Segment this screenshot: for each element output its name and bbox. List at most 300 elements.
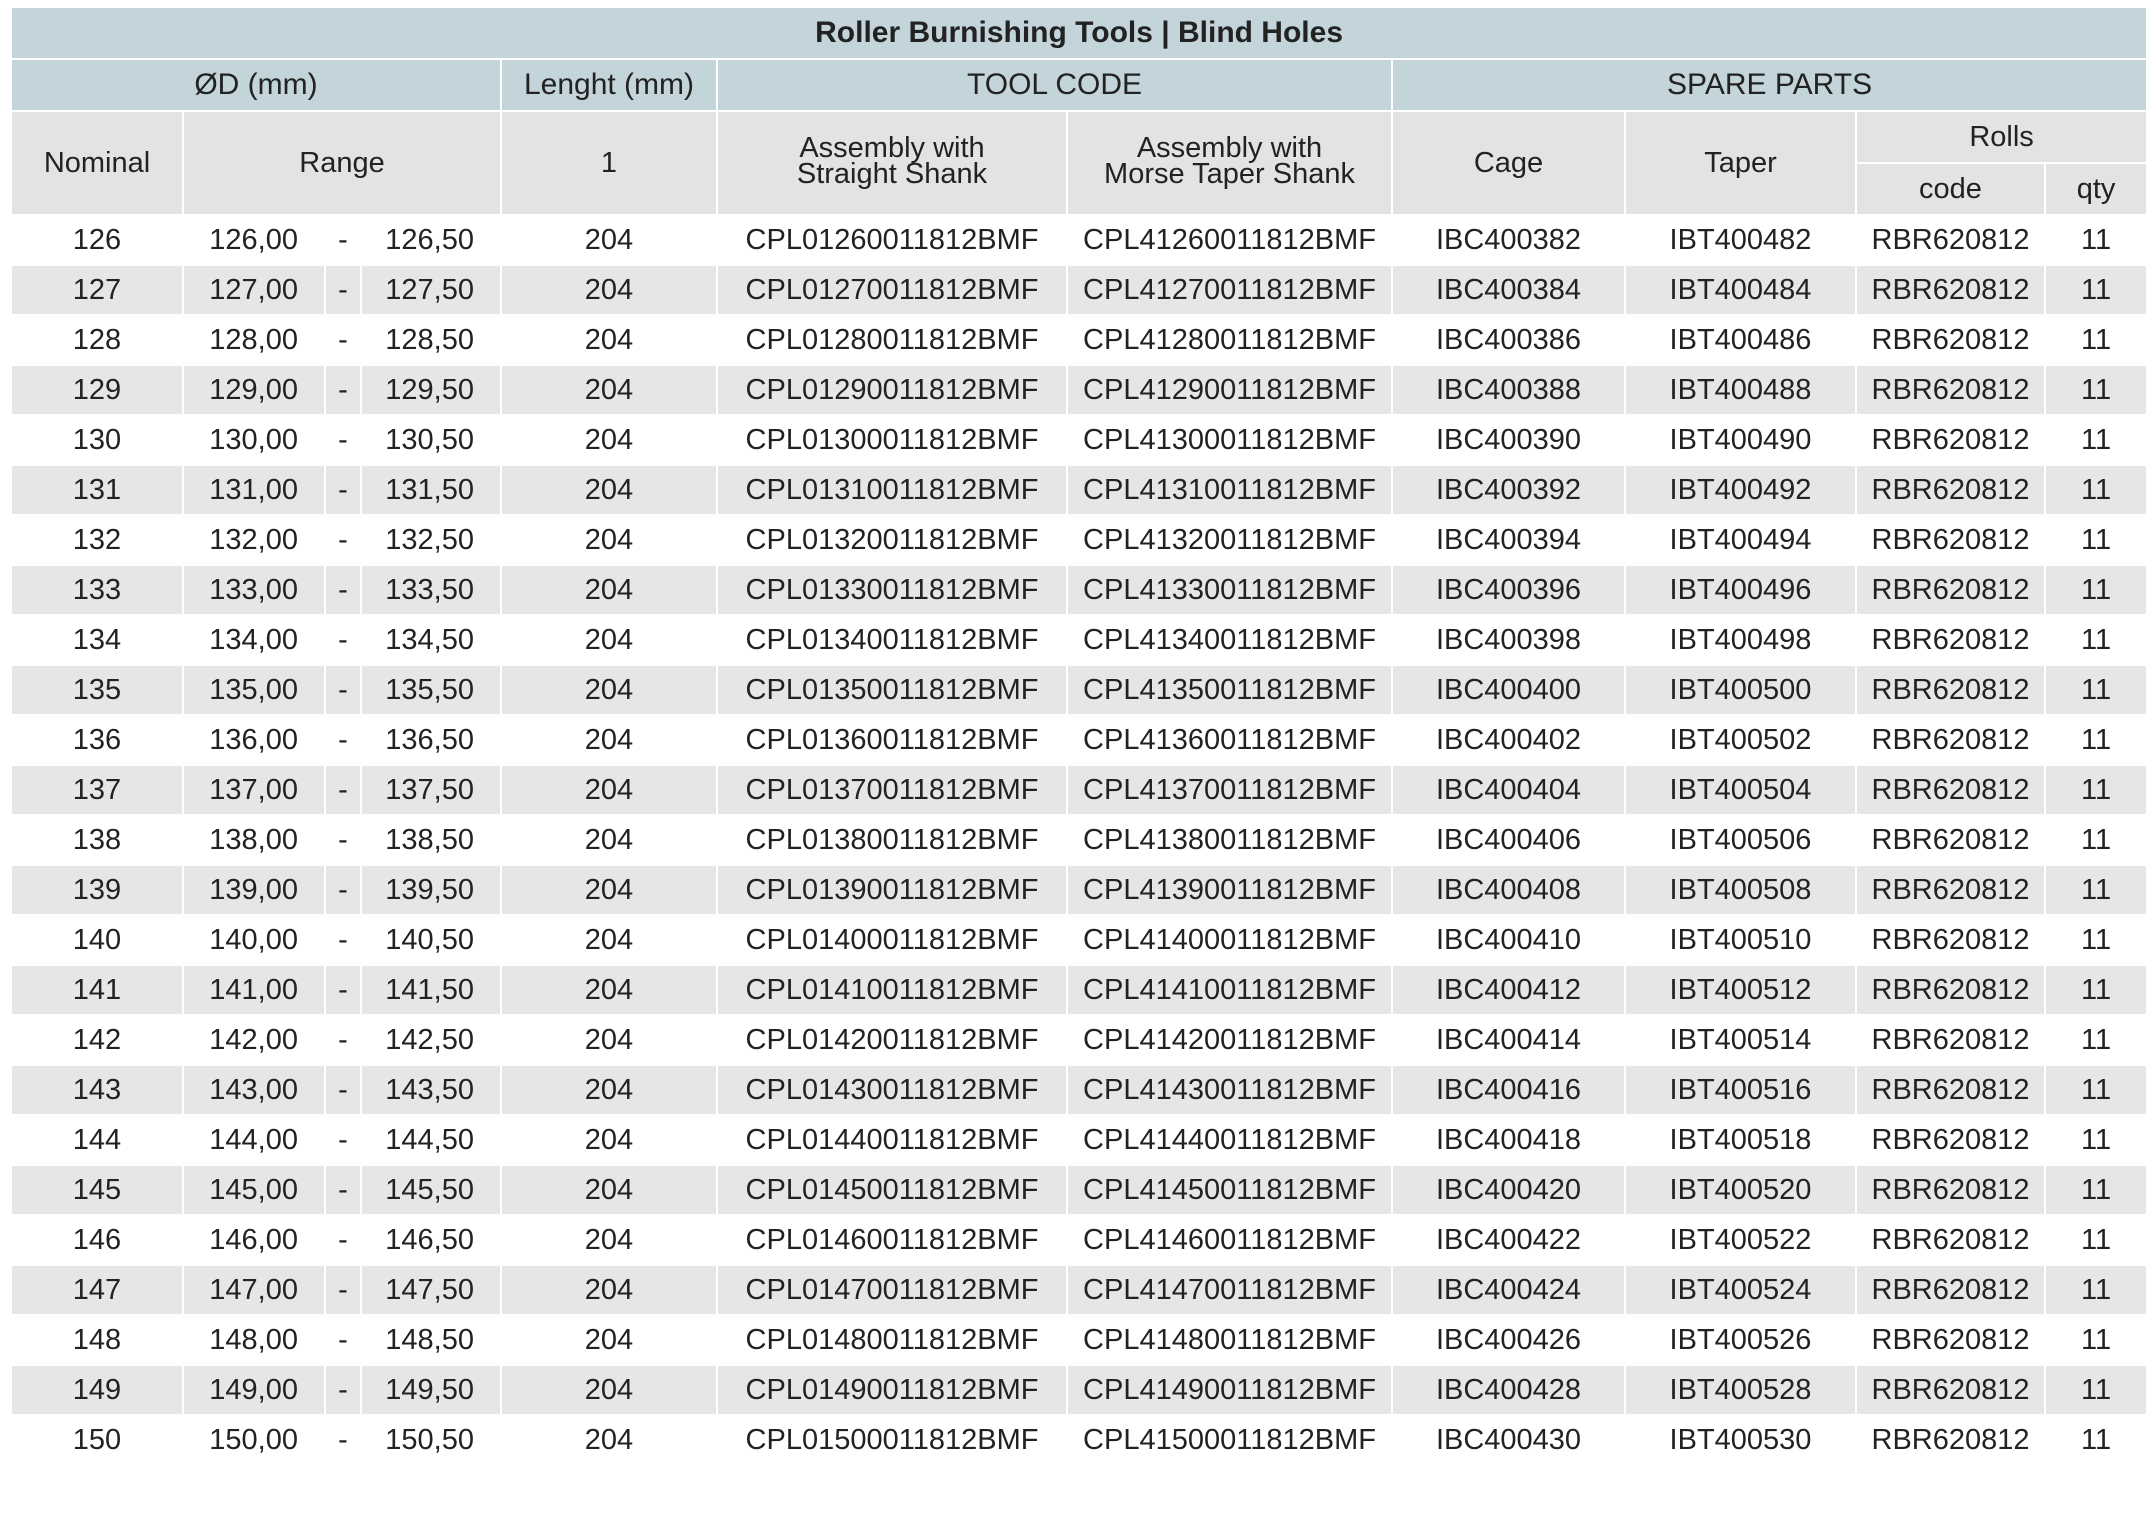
cell-range-to: 139,50 bbox=[361, 865, 501, 915]
cell-rolls-qty: 11 bbox=[2045, 1215, 2147, 1265]
cell-range-from: 143,00 bbox=[183, 1065, 325, 1115]
cell-range-from: 146,00 bbox=[183, 1215, 325, 1265]
cell-nominal: 129 bbox=[11, 365, 183, 415]
header-tool-code: TOOL CODE bbox=[717, 59, 1392, 111]
cell-straight-shank-code: CPL01410011812BMF bbox=[717, 965, 1067, 1015]
table-row bbox=[11, 1315, 2147, 1365]
cell-rolls-qty: 11 bbox=[2045, 515, 2147, 565]
cell-range-separator: - bbox=[325, 965, 361, 1015]
cell-range-separator: - bbox=[325, 1365, 361, 1415]
header-rolls-qty: qty bbox=[2045, 163, 2147, 215]
cell-straight-shank-code: CPL01380011812BMF bbox=[717, 815, 1067, 865]
cell-rolls-qty: 11 bbox=[2045, 1065, 2147, 1115]
cell-cage-code: IBC400398 bbox=[1392, 615, 1625, 665]
table-row bbox=[11, 565, 2147, 615]
cell-range-to: 128,50 bbox=[361, 315, 501, 365]
cell-range-from: 148,00 bbox=[183, 1315, 325, 1365]
cell-rolls-code: RBR620812 bbox=[1856, 1315, 2045, 1365]
cell-range-to: 146,50 bbox=[361, 1215, 501, 1265]
cell-nominal: 141 bbox=[11, 965, 183, 1015]
cell-range-from: 137,00 bbox=[183, 765, 325, 815]
cell-nominal: 139 bbox=[11, 865, 183, 915]
cell-morse-shank-code: CPL41310011812BMF bbox=[1067, 465, 1392, 515]
cell-rolls-qty: 11 bbox=[2045, 365, 2147, 415]
cell-cage-code: IBC400418 bbox=[1392, 1115, 1625, 1165]
cell-cage-code: IBC400428 bbox=[1392, 1365, 1625, 1415]
cell-nominal: 144 bbox=[11, 1115, 183, 1165]
cell-length: 204 bbox=[501, 1215, 717, 1265]
cell-rolls-code: RBR620812 bbox=[1856, 515, 2045, 565]
cell-taper-code: IBT400484 bbox=[1625, 265, 1856, 315]
cell-cage-code: IBC400426 bbox=[1392, 1315, 1625, 1365]
cell-cage-code: IBC400414 bbox=[1392, 1015, 1625, 1065]
cell-range-to: 142,50 bbox=[361, 1015, 501, 1065]
cell-straight-shank-code: CPL01400011812BMF bbox=[717, 915, 1067, 965]
cell-straight-shank-code: CPL01430011812BMF bbox=[717, 1065, 1067, 1115]
cell-range-to: 144,50 bbox=[361, 1115, 501, 1165]
cell-taper-code: IBT400512 bbox=[1625, 965, 1856, 1015]
cell-taper-code: IBT400482 bbox=[1625, 215, 1856, 265]
cell-range-separator: - bbox=[325, 765, 361, 815]
cell-rolls-qty: 11 bbox=[2045, 1115, 2147, 1165]
cell-straight-shank-code: CPL01320011812BMF bbox=[717, 515, 1067, 565]
cell-rolls-qty: 11 bbox=[2045, 615, 2147, 665]
cell-cage-code: IBC400382 bbox=[1392, 215, 1625, 265]
cell-rolls-code: RBR620812 bbox=[1856, 1065, 2045, 1115]
cell-morse-shank-code: CPL41490011812BMF bbox=[1067, 1365, 1392, 1415]
cell-straight-shank-code: CPL01480011812BMF bbox=[717, 1315, 1067, 1365]
cell-morse-shank-code: CPL41260011812BMF bbox=[1067, 215, 1392, 265]
cell-nominal: 130 bbox=[11, 415, 183, 465]
cell-taper-code: IBT400528 bbox=[1625, 1365, 1856, 1415]
cell-taper-code: IBT400514 bbox=[1625, 1015, 1856, 1065]
cell-morse-shank-code: CPL41300011812BMF bbox=[1067, 415, 1392, 465]
table-row bbox=[11, 465, 2147, 515]
cell-range-from: 141,00 bbox=[183, 965, 325, 1015]
cell-length: 204 bbox=[501, 815, 717, 865]
cell-length: 204 bbox=[501, 965, 717, 1015]
cell-rolls-qty: 11 bbox=[2045, 1315, 2147, 1365]
cell-straight-shank-code: CPL01260011812BMF bbox=[717, 215, 1067, 265]
cell-range-to: 134,50 bbox=[361, 615, 501, 665]
cell-morse-shank-code: CPL41470011812BMF bbox=[1067, 1265, 1392, 1315]
cell-nominal: 128 bbox=[11, 315, 183, 365]
header-morse-taper-shank bbox=[1067, 111, 1392, 215]
cell-straight-shank-code: CPL01440011812BMF bbox=[717, 1115, 1067, 1165]
cell-length: 204 bbox=[501, 1165, 717, 1215]
cell-straight-shank-code: CPL01450011812BMF bbox=[717, 1165, 1067, 1215]
cell-morse-shank-code: CPL41270011812BMF bbox=[1067, 265, 1392, 315]
cell-range-separator: - bbox=[325, 315, 361, 365]
cell-morse-shank-code: CPL41320011812BMF bbox=[1067, 515, 1392, 565]
cell-rolls-code: RBR620812 bbox=[1856, 1165, 2045, 1215]
cell-rolls-code: RBR620812 bbox=[1856, 765, 2045, 815]
cell-cage-code: IBC400390 bbox=[1392, 415, 1625, 465]
cell-nominal: 134 bbox=[11, 615, 183, 665]
table-row bbox=[11, 815, 2147, 865]
header-rolls: Rolls bbox=[1856, 111, 2147, 163]
cell-taper-code: IBT400508 bbox=[1625, 865, 1856, 915]
cell-length: 204 bbox=[501, 865, 717, 915]
cell-range-separator: - bbox=[325, 415, 361, 465]
cell-range-to: 140,50 bbox=[361, 915, 501, 965]
table-row bbox=[11, 1415, 2147, 1465]
cell-length: 204 bbox=[501, 1265, 717, 1315]
cell-range-separator: - bbox=[325, 1065, 361, 1115]
table-row bbox=[11, 415, 2147, 465]
header-spare-parts: SPARE PARTS bbox=[1392, 59, 2147, 111]
cell-taper-code: IBT400520 bbox=[1625, 1165, 1856, 1215]
cell-range-from: 134,00 bbox=[183, 615, 325, 665]
cell-rolls-qty: 11 bbox=[2045, 815, 2147, 865]
cell-cage-code: IBC400388 bbox=[1392, 365, 1625, 415]
cell-range-to: 132,50 bbox=[361, 515, 501, 565]
cell-range-to: 126,50 bbox=[361, 215, 501, 265]
cell-length: 204 bbox=[501, 715, 717, 765]
cell-rolls-code: RBR620812 bbox=[1856, 965, 2045, 1015]
cell-range-from: 130,00 bbox=[183, 415, 325, 465]
cell-length: 204 bbox=[501, 915, 717, 965]
cell-range-to: 129,50 bbox=[361, 365, 501, 415]
cell-taper-code: IBT400526 bbox=[1625, 1315, 1856, 1365]
cell-rolls-qty: 11 bbox=[2045, 1015, 2147, 1065]
cell-morse-shank-code: CPL41330011812BMF bbox=[1067, 565, 1392, 615]
cell-range-from: 138,00 bbox=[183, 815, 325, 865]
cell-range-from: 150,00 bbox=[183, 1415, 325, 1465]
cell-rolls-code: RBR620812 bbox=[1856, 365, 2045, 415]
cell-taper-code: IBT400492 bbox=[1625, 465, 1856, 515]
cell-nominal: 137 bbox=[11, 765, 183, 815]
cell-straight-shank-code: CPL01340011812BMF bbox=[717, 615, 1067, 665]
header-cage: Cage bbox=[1392, 111, 1625, 215]
cell-taper-code: IBT400494 bbox=[1625, 515, 1856, 565]
cell-range-to: 141,50 bbox=[361, 965, 501, 1015]
cell-range-to: 138,50 bbox=[361, 815, 501, 865]
cell-straight-shank-code: CPL01280011812BMF bbox=[717, 315, 1067, 365]
cell-length: 204 bbox=[501, 465, 717, 515]
cell-straight-shank-code: CPL01500011812BMF bbox=[717, 1415, 1067, 1465]
cell-range-separator: - bbox=[325, 465, 361, 515]
cell-range-to: 148,50 bbox=[361, 1315, 501, 1365]
table-row bbox=[11, 515, 2147, 565]
cell-range-to: 131,50 bbox=[361, 465, 501, 515]
cell-rolls-code: RBR620812 bbox=[1856, 615, 2045, 665]
table-row bbox=[11, 1365, 2147, 1415]
cell-range-to: 145,50 bbox=[361, 1165, 501, 1215]
table-row bbox=[11, 365, 2147, 415]
header-straight-shank bbox=[717, 111, 1067, 215]
table-row bbox=[11, 915, 2147, 965]
cell-range-from: 140,00 bbox=[183, 915, 325, 965]
cell-straight-shank-code: CPL01490011812BMF bbox=[717, 1365, 1067, 1415]
table-header bbox=[11, 7, 2147, 215]
cell-length: 204 bbox=[501, 615, 717, 665]
cell-range-separator: - bbox=[325, 265, 361, 315]
cell-range-from: 144,00 bbox=[183, 1115, 325, 1165]
cell-rolls-code: RBR620812 bbox=[1856, 1015, 2045, 1065]
cell-rolls-code: RBR620812 bbox=[1856, 1415, 2045, 1465]
cell-range-to: 127,50 bbox=[361, 265, 501, 315]
cell-cage-code: IBC400422 bbox=[1392, 1215, 1625, 1265]
cell-range-to: 130,50 bbox=[361, 415, 501, 465]
cell-cage-code: IBC400402 bbox=[1392, 715, 1625, 765]
cell-taper-code: IBT400530 bbox=[1625, 1415, 1856, 1465]
cell-range-separator: - bbox=[325, 1415, 361, 1465]
cell-range-separator: - bbox=[325, 815, 361, 865]
cell-length: 204 bbox=[501, 515, 717, 565]
cell-rolls-qty: 11 bbox=[2045, 265, 2147, 315]
cell-nominal: 135 bbox=[11, 665, 183, 715]
tool-table bbox=[10, 6, 2148, 1466]
cell-range-separator: - bbox=[325, 515, 361, 565]
cell-straight-shank-code: CPL01390011812BMF bbox=[717, 865, 1067, 915]
cell-cage-code: IBC400384 bbox=[1392, 265, 1625, 315]
cell-rolls-code: RBR620812 bbox=[1856, 315, 2045, 365]
cell-length: 204 bbox=[501, 1315, 717, 1365]
cell-range-separator: - bbox=[325, 1115, 361, 1165]
cell-morse-shank-code: CPL41290011812BMF bbox=[1067, 365, 1392, 415]
table-row bbox=[11, 615, 2147, 665]
cell-length: 204 bbox=[501, 265, 717, 315]
cell-rolls-qty: 11 bbox=[2045, 915, 2147, 965]
cell-length: 204 bbox=[501, 1065, 717, 1115]
table-row bbox=[11, 1115, 2147, 1165]
cell-rolls-qty: 11 bbox=[2045, 1415, 2147, 1465]
cell-morse-shank-code: CPL41390011812BMF bbox=[1067, 865, 1392, 915]
cell-rolls-code: RBR620812 bbox=[1856, 665, 2045, 715]
cell-taper-code: IBT400506 bbox=[1625, 815, 1856, 865]
header-morse-line1: Assembly with bbox=[1136, 132, 1323, 164]
cell-range-from: 132,00 bbox=[183, 515, 325, 565]
cell-taper-code: IBT400500 bbox=[1625, 665, 1856, 715]
table-row bbox=[11, 1165, 2147, 1215]
cell-cage-code: IBC400416 bbox=[1392, 1065, 1625, 1115]
cell-length: 204 bbox=[501, 1115, 717, 1165]
cell-cage-code: IBC400392 bbox=[1392, 465, 1625, 515]
table-row bbox=[11, 715, 2147, 765]
cell-range-to: 150,50 bbox=[361, 1415, 501, 1465]
cell-morse-shank-code: CPL41370011812BMF bbox=[1067, 765, 1392, 815]
cell-morse-shank-code: CPL41280011812BMF bbox=[1067, 315, 1392, 365]
cell-nominal: 146 bbox=[11, 1215, 183, 1265]
header-diameter: ØD (mm) bbox=[11, 59, 501, 111]
cell-range-separator: - bbox=[325, 565, 361, 615]
cell-straight-shank-code: CPL01310011812BMF bbox=[717, 465, 1067, 515]
table-row bbox=[11, 1065, 2147, 1115]
cell-taper-code: IBT400486 bbox=[1625, 315, 1856, 365]
cell-range-to: 135,50 bbox=[361, 665, 501, 715]
header-length-value: 1 bbox=[501, 111, 717, 215]
cell-range-from: 127,00 bbox=[183, 265, 325, 315]
cell-cage-code: IBC400394 bbox=[1392, 515, 1625, 565]
cell-range-from: 136,00 bbox=[183, 715, 325, 765]
cell-range-to: 143,50 bbox=[361, 1065, 501, 1115]
cell-cage-code: IBC400396 bbox=[1392, 565, 1625, 615]
cell-morse-shank-code: CPL41440011812BMF bbox=[1067, 1115, 1392, 1165]
cell-range-separator: - bbox=[325, 715, 361, 765]
cell-cage-code: IBC400424 bbox=[1392, 1265, 1625, 1315]
header-range: Range bbox=[183, 111, 501, 215]
cell-morse-shank-code: CPL41360011812BMF bbox=[1067, 715, 1392, 765]
cell-morse-shank-code: CPL41460011812BMF bbox=[1067, 1215, 1392, 1265]
cell-taper-code: IBT400498 bbox=[1625, 615, 1856, 665]
cell-rolls-code: RBR620812 bbox=[1856, 465, 2045, 515]
cell-rolls-code: RBR620812 bbox=[1856, 715, 2045, 765]
cell-taper-code: IBT400522 bbox=[1625, 1215, 1856, 1265]
cell-rolls-code: RBR620812 bbox=[1856, 1215, 2045, 1265]
cell-range-to: 136,50 bbox=[361, 715, 501, 765]
cell-straight-shank-code: CPL01350011812BMF bbox=[717, 665, 1067, 715]
cell-rolls-code: RBR620812 bbox=[1856, 1365, 2045, 1415]
cell-rolls-qty: 11 bbox=[2045, 565, 2147, 615]
cell-length: 204 bbox=[501, 665, 717, 715]
cell-range-separator: - bbox=[325, 215, 361, 265]
table-body bbox=[11, 215, 2147, 1465]
cell-length: 204 bbox=[501, 1015, 717, 1065]
cell-rolls-code: RBR620812 bbox=[1856, 915, 2045, 965]
cell-rolls-qty: 11 bbox=[2045, 1365, 2147, 1415]
cell-cage-code: IBC400430 bbox=[1392, 1415, 1625, 1465]
cell-nominal: 136 bbox=[11, 715, 183, 765]
cell-rolls-qty: 11 bbox=[2045, 715, 2147, 765]
cell-range-from: 149,00 bbox=[183, 1365, 325, 1415]
cell-range-from: 126,00 bbox=[183, 215, 325, 265]
table-row bbox=[11, 965, 2147, 1015]
cell-rolls-code: RBR620812 bbox=[1856, 415, 2045, 465]
cell-rolls-qty: 11 bbox=[2045, 465, 2147, 515]
table-row bbox=[11, 1265, 2147, 1315]
cell-rolls-qty: 11 bbox=[2045, 415, 2147, 465]
cell-nominal: 132 bbox=[11, 515, 183, 565]
cell-nominal: 148 bbox=[11, 1315, 183, 1365]
cell-cage-code: IBC400410 bbox=[1392, 915, 1625, 965]
cell-rolls-qty: 11 bbox=[2045, 765, 2147, 815]
cell-length: 204 bbox=[501, 1365, 717, 1415]
cell-rolls-code: RBR620812 bbox=[1856, 865, 2045, 915]
cell-range-from: 129,00 bbox=[183, 365, 325, 415]
cell-length: 204 bbox=[501, 415, 717, 465]
cell-range-separator: - bbox=[325, 615, 361, 665]
cell-range-separator: - bbox=[325, 865, 361, 915]
cell-cage-code: IBC400404 bbox=[1392, 765, 1625, 815]
cell-rolls-code: RBR620812 bbox=[1856, 565, 2045, 615]
cell-taper-code: IBT400502 bbox=[1625, 715, 1856, 765]
cell-straight-shank-code: CPL01370011812BMF bbox=[717, 765, 1067, 815]
cell-nominal: 142 bbox=[11, 1015, 183, 1065]
cell-morse-shank-code: CPL41430011812BMF bbox=[1067, 1065, 1392, 1115]
cell-cage-code: IBC400406 bbox=[1392, 815, 1625, 865]
cell-taper-code: IBT400518 bbox=[1625, 1115, 1856, 1165]
table-row bbox=[11, 265, 2147, 315]
cell-range-from: 145,00 bbox=[183, 1165, 325, 1215]
header-morse-line2: Morse Taper Shank bbox=[1104, 158, 1355, 190]
table-row bbox=[11, 315, 2147, 365]
table-row bbox=[11, 1015, 2147, 1065]
cell-rolls-code: RBR620812 bbox=[1856, 265, 2045, 315]
cell-nominal: 147 bbox=[11, 1265, 183, 1315]
cell-rolls-qty: 11 bbox=[2045, 315, 2147, 365]
cell-range-separator: - bbox=[325, 1265, 361, 1315]
cell-straight-shank-code: CPL01460011812BMF bbox=[717, 1215, 1067, 1265]
cell-nominal: 127 bbox=[11, 265, 183, 315]
cell-taper-code: IBT400516 bbox=[1625, 1065, 1856, 1115]
cell-morse-shank-code: CPL41450011812BMF bbox=[1067, 1165, 1392, 1215]
cell-nominal: 138 bbox=[11, 815, 183, 865]
cell-morse-shank-code: CPL41400011812BMF bbox=[1067, 915, 1392, 965]
cell-cage-code: IBC400400 bbox=[1392, 665, 1625, 715]
cell-range-to: 149,50 bbox=[361, 1365, 501, 1415]
cell-rolls-qty: 11 bbox=[2045, 965, 2147, 1015]
cell-taper-code: IBT400490 bbox=[1625, 415, 1856, 465]
cell-cage-code: IBC400412 bbox=[1392, 965, 1625, 1015]
cell-range-from: 128,00 bbox=[183, 315, 325, 365]
cell-straight-shank-code: CPL01290011812BMF bbox=[717, 365, 1067, 415]
cell-length: 204 bbox=[501, 565, 717, 615]
cell-taper-code: IBT400488 bbox=[1625, 365, 1856, 415]
cell-straight-shank-code: CPL01330011812BMF bbox=[717, 565, 1067, 615]
cell-range-to: 147,50 bbox=[361, 1265, 501, 1315]
cell-range-from: 133,00 bbox=[183, 565, 325, 615]
cell-range-separator: - bbox=[325, 1215, 361, 1265]
cell-range-separator: - bbox=[325, 1015, 361, 1065]
cell-morse-shank-code: CPL41340011812BMF bbox=[1067, 615, 1392, 665]
cell-length: 204 bbox=[501, 215, 717, 265]
table-row bbox=[11, 765, 2147, 815]
cell-length: 204 bbox=[501, 315, 717, 365]
table-row bbox=[11, 1215, 2147, 1265]
cell-range-separator: - bbox=[325, 1165, 361, 1215]
cell-nominal: 140 bbox=[11, 915, 183, 965]
cell-morse-shank-code: CPL41420011812BMF bbox=[1067, 1015, 1392, 1065]
cell-morse-shank-code: CPL41500011812BMF bbox=[1067, 1415, 1392, 1465]
cell-nominal: 143 bbox=[11, 1065, 183, 1115]
cell-straight-shank-code: CPL01360011812BMF bbox=[717, 715, 1067, 765]
cell-range-from: 131,00 bbox=[183, 465, 325, 515]
cell-morse-shank-code: CPL41350011812BMF bbox=[1067, 665, 1392, 715]
cell-straight-shank-code: CPL01270011812BMF bbox=[717, 265, 1067, 315]
cell-taper-code: IBT400524 bbox=[1625, 1265, 1856, 1315]
cell-rolls-qty: 11 bbox=[2045, 665, 2147, 715]
header-taper: Taper bbox=[1625, 111, 1856, 215]
table-row bbox=[11, 215, 2147, 265]
cell-length: 204 bbox=[501, 1415, 717, 1465]
cell-cage-code: IBC400386 bbox=[1392, 315, 1625, 365]
cell-morse-shank-code: CPL41380011812BMF bbox=[1067, 815, 1392, 865]
cell-rolls-code: RBR620812 bbox=[1856, 1265, 2045, 1315]
cell-range-separator: - bbox=[325, 1315, 361, 1365]
cell-rolls-qty: 11 bbox=[2045, 865, 2147, 915]
cell-nominal: 145 bbox=[11, 1165, 183, 1215]
cell-length: 204 bbox=[501, 765, 717, 815]
cell-length: 204 bbox=[501, 365, 717, 415]
cell-taper-code: IBT400496 bbox=[1625, 565, 1856, 615]
cell-nominal: 133 bbox=[11, 565, 183, 615]
cell-morse-shank-code: CPL41480011812BMF bbox=[1067, 1315, 1392, 1365]
table-row bbox=[11, 665, 2147, 715]
table-row bbox=[11, 865, 2147, 915]
cell-range-separator: - bbox=[325, 915, 361, 965]
cell-nominal: 150 bbox=[11, 1415, 183, 1465]
cell-straight-shank-code: CPL01470011812BMF bbox=[717, 1265, 1067, 1315]
cell-range-separator: - bbox=[325, 365, 361, 415]
cell-rolls-code: RBR620812 bbox=[1856, 1115, 2045, 1165]
header-straight-line1: Assembly with bbox=[799, 132, 985, 164]
tool-table-container bbox=[10, 6, 2146, 1466]
cell-range-from: 135,00 bbox=[183, 665, 325, 715]
cell-range-to: 137,50 bbox=[361, 765, 501, 815]
cell-nominal: 131 bbox=[11, 465, 183, 515]
table-title: Roller Burnishing Tools | Blind Holes bbox=[11, 7, 2147, 59]
